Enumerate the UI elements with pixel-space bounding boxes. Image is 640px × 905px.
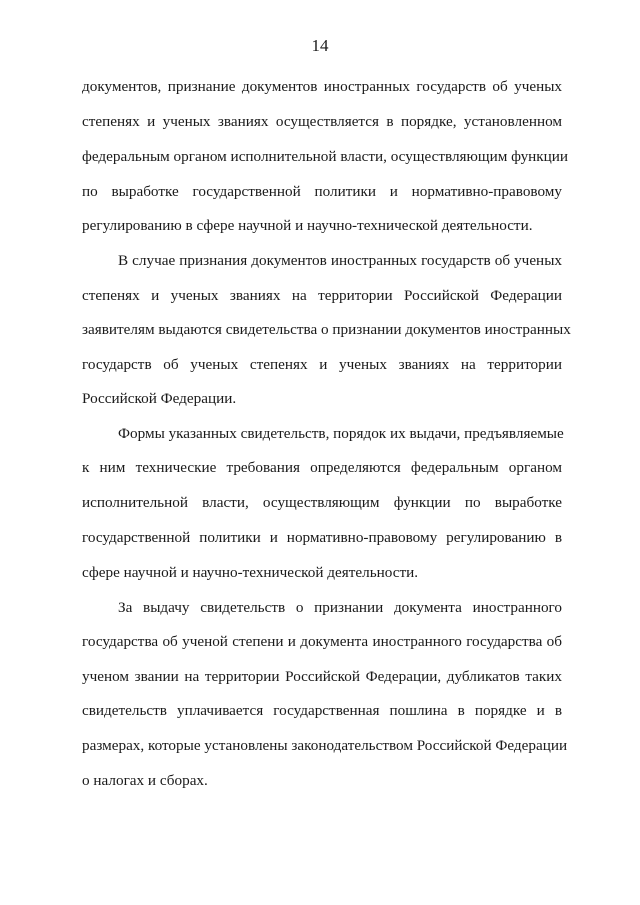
paragraph-1-line-3: федеральным органом исполнительной власти, осуществляющим функции — [82, 148, 569, 165]
paragraph-4-line-1: За выдачу свидетельств о признании документа иностранного — [118, 599, 562, 616]
paragraph-1-line-2: степенях и ученых званиях осуществляется в порядке, установленном — [82, 113, 562, 130]
paragraph-3-line-5: сфере научной и научно-технической деятельности. — [82, 564, 419, 581]
paragraph-2-line-3: заявителям выдаются свидетельства о признании документов иностранных — [82, 321, 571, 338]
paragraph-4-line-5: размерах, которые установлены законодательством Российской Федерации — [82, 737, 568, 754]
paragraph-4-line-3: ученом звании на территории Российской Федерации, дубликатов таких — [82, 668, 562, 685]
paragraph-4-line-6: о налогах и сборах. — [82, 772, 208, 789]
paragraph-3-line-2: к ним технические требования определяются федеральным органом — [82, 459, 562, 476]
paragraph-2-line-5: Российской Федерации. — [82, 390, 237, 407]
page-number: 14 — [311, 36, 329, 55]
paragraph-2-line-4: государств об ученых степенях и ученых званиях на территории — [82, 356, 562, 373]
paragraph-3-line-4: государственной политики и нормативно-правовому регулированию в — [82, 529, 562, 546]
paragraph-1-line-4: по выработке государственной политики и нормативно-правовому — [82, 183, 562, 200]
paragraph-4-line-4: свидетельств уплачивается государственная пошлина в порядке и в — [82, 702, 562, 719]
paragraph-3-line-3: исполнительной власти, осуществляющим функции по выработке — [82, 494, 562, 511]
paragraph-4-line-2: государства об ученой степени и документа иностранного государства об — [82, 633, 562, 650]
paragraph-1-line-1: документов, признание документов иностранных государств об ученых — [82, 78, 562, 95]
paragraph-2-line-2: степенях и ученых званиях на территории Российской Федерации — [82, 287, 562, 304]
paragraph-3-line-1: Формы указанных свидетельств, порядок их выдачи, предъявляемые — [118, 425, 564, 442]
paragraph-1-line-5: регулированию в сфере научной и научно-технической деятельности. — [82, 217, 533, 234]
paragraph-2-line-1: В случае признания документов иностранных государств об ученых — [118, 252, 562, 269]
